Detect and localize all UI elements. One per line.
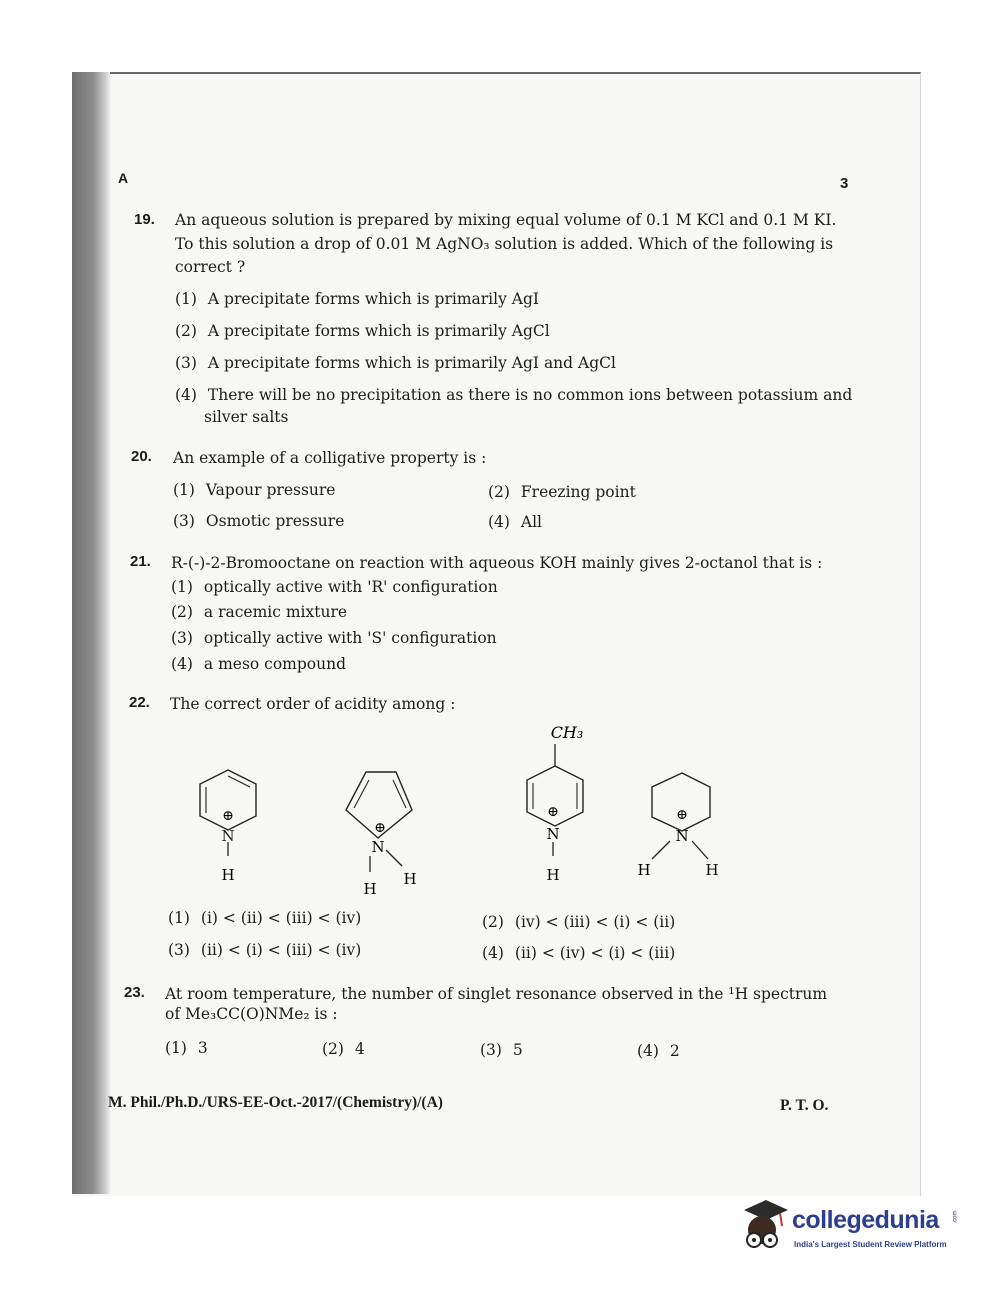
option bbox=[488, 481, 636, 504]
option bbox=[171, 653, 346, 676]
option bbox=[175, 288, 539, 311]
option-text: (ii) < (i) < (iii) < (iv) bbox=[200, 941, 362, 959]
option-number: (4) bbox=[637, 1042, 659, 1060]
option-text: Freezing point bbox=[520, 483, 636, 501]
question-stem-line: An aqueous solution is prepared by mixing equal volume of 0.1 M KCl and 0.1 M KI. bbox=[175, 211, 837, 229]
page-binding-shadow bbox=[72, 72, 110, 1194]
structure-pyridinium bbox=[190, 760, 270, 890]
option-number: (4) bbox=[175, 386, 197, 404]
option-text: Osmotic pressure bbox=[205, 512, 345, 530]
option-text: A precipitate forms which is primarily AgI and AgCl bbox=[207, 354, 616, 372]
hydrogen-atom-label: H bbox=[221, 866, 235, 884]
option-number: (3) bbox=[168, 941, 190, 959]
option bbox=[173, 479, 335, 502]
option bbox=[488, 511, 542, 534]
option-number: (1) bbox=[175, 290, 197, 308]
hydrogen-atom-label: H bbox=[403, 870, 417, 888]
structure-piperidinium bbox=[630, 765, 740, 885]
question-stem-line: The correct order of acidity among : bbox=[170, 695, 456, 713]
brand-name: collegedunia bbox=[792, 1206, 939, 1234]
option bbox=[173, 510, 344, 533]
pyridinium-ring-drawing bbox=[190, 760, 270, 890]
option-number: (4) bbox=[482, 944, 504, 962]
nitrogen-atom-label: N bbox=[371, 838, 385, 856]
question-number: 20. bbox=[131, 448, 152, 465]
option-number: (2) bbox=[322, 1040, 344, 1058]
option bbox=[171, 627, 497, 650]
option bbox=[482, 942, 675, 965]
positive-charge-symbol: ⊕ bbox=[222, 808, 234, 824]
option-text: a meso compound bbox=[203, 655, 347, 673]
option-number: (2) bbox=[488, 483, 510, 501]
graduate-mascot-icon bbox=[736, 1196, 792, 1256]
positive-charge-symbol: ⊕ bbox=[676, 807, 688, 823]
option bbox=[175, 384, 852, 407]
piperidinium-ring-drawing bbox=[630, 765, 740, 885]
question-number: 23. bbox=[124, 984, 145, 1001]
question-stem-line: of Me₃CC(O)NMe₂ is : bbox=[165, 1005, 338, 1023]
option-text: There will be no precipitation as there is no common ions between potassium and bbox=[207, 386, 853, 404]
option bbox=[175, 352, 616, 375]
exam-code-footer: M. Phil./Ph.D./URS-EE-Oct.-2017/(Chemistry)/(A) bbox=[108, 1094, 443, 1111]
question-stem-line: R-(-)-2-Bromooctane on reaction with aqueous KOH mainly gives 2-octanol that is : bbox=[171, 554, 823, 572]
hydrogen-atom-label: H bbox=[705, 861, 719, 879]
option bbox=[168, 907, 361, 930]
option-number: (1) bbox=[173, 481, 195, 499]
option bbox=[165, 1037, 208, 1060]
question-number: 19. bbox=[134, 211, 155, 228]
option-number: (3) bbox=[480, 1041, 502, 1059]
option-text: A precipitate forms which is primarily AgCl bbox=[207, 322, 550, 340]
option-number: (2) bbox=[175, 322, 197, 340]
option-text: 3 bbox=[197, 1039, 208, 1057]
question-number: 21. bbox=[130, 553, 151, 570]
positive-charge-symbol: ⊕ bbox=[374, 820, 386, 836]
option-number: (3) bbox=[173, 512, 195, 530]
option-text: 4 bbox=[354, 1040, 365, 1058]
option-number: (1) bbox=[168, 909, 190, 927]
option-text: Vapour pressure bbox=[205, 481, 336, 499]
option bbox=[175, 320, 550, 343]
question-stem-line: At room temperature, the number of singlet resonance observed in the ¹H spectrum bbox=[165, 985, 828, 1003]
paper-set-code: A bbox=[118, 170, 129, 186]
methyl-group-label: CH₃ bbox=[550, 723, 584, 742]
structure-pyrrolium bbox=[330, 760, 430, 900]
option-text: (ii) < (iv) < (i) < (iii) bbox=[514, 944, 676, 962]
option-number: (3) bbox=[175, 354, 197, 372]
hydrogen-atom-label: H bbox=[637, 861, 651, 879]
hydrogen-atom-label: H bbox=[363, 880, 377, 898]
option-number: (3) bbox=[171, 629, 193, 647]
option-number: (2) bbox=[482, 913, 504, 931]
pto-label: P. T. O. bbox=[780, 1097, 829, 1114]
option-number: (2) bbox=[171, 603, 193, 621]
collegedunia-logo bbox=[736, 1196, 966, 1266]
option-text: a racemic mixture bbox=[203, 603, 348, 621]
page-number: 3 bbox=[840, 175, 849, 192]
nitrogen-atom-label: N bbox=[221, 827, 235, 845]
option bbox=[171, 601, 347, 624]
option-number: (1) bbox=[171, 578, 193, 596]
option-text: (iv) < (iii) < (i) < (ii) bbox=[514, 913, 676, 931]
option-text: optically active with 'S' configuration bbox=[203, 629, 497, 647]
pyrrolium-ring-drawing bbox=[330, 760, 430, 900]
option bbox=[637, 1040, 680, 1063]
methylpyridinium-ring-drawing bbox=[515, 718, 605, 888]
question-number: 22. bbox=[129, 694, 150, 711]
nitrogen-atom-label: N bbox=[675, 827, 689, 845]
brand-domain-suffix: .com bbox=[952, 1210, 959, 1224]
option-text: 5 bbox=[512, 1041, 523, 1059]
option bbox=[168, 939, 361, 962]
option bbox=[482, 911, 675, 934]
option-text: A precipitate forms which is primarily AgI bbox=[207, 290, 540, 308]
option bbox=[480, 1039, 523, 1062]
option-number: (4) bbox=[488, 513, 510, 531]
option bbox=[171, 576, 498, 599]
option-text: All bbox=[520, 513, 543, 531]
option-text-continued: silver salts bbox=[204, 408, 289, 426]
hydrogen-atom-label: H bbox=[546, 866, 560, 884]
option-text: optically active with 'R' configuration bbox=[203, 578, 498, 596]
question-stem-line: An example of a colligative property is : bbox=[173, 449, 487, 467]
nitrogen-atom-label: N bbox=[546, 825, 560, 843]
option-text: 2 bbox=[669, 1042, 680, 1060]
positive-charge-symbol: ⊕ bbox=[547, 804, 559, 820]
question-stem-line: correct ? bbox=[175, 258, 246, 276]
option-number: (1) bbox=[165, 1039, 187, 1057]
brand-tagline: India's Largest Student Review Platform bbox=[794, 1240, 947, 1249]
option bbox=[322, 1038, 365, 1061]
structure-methylpyridinium bbox=[515, 718, 605, 888]
option-text: (i) < (ii) < (iii) < (iv) bbox=[200, 909, 362, 927]
option-number: (4) bbox=[171, 655, 193, 673]
question-stem-line: To this solution a drop of 0.01 M AgNO₃ solution is added. Which of the following is bbox=[175, 235, 834, 253]
